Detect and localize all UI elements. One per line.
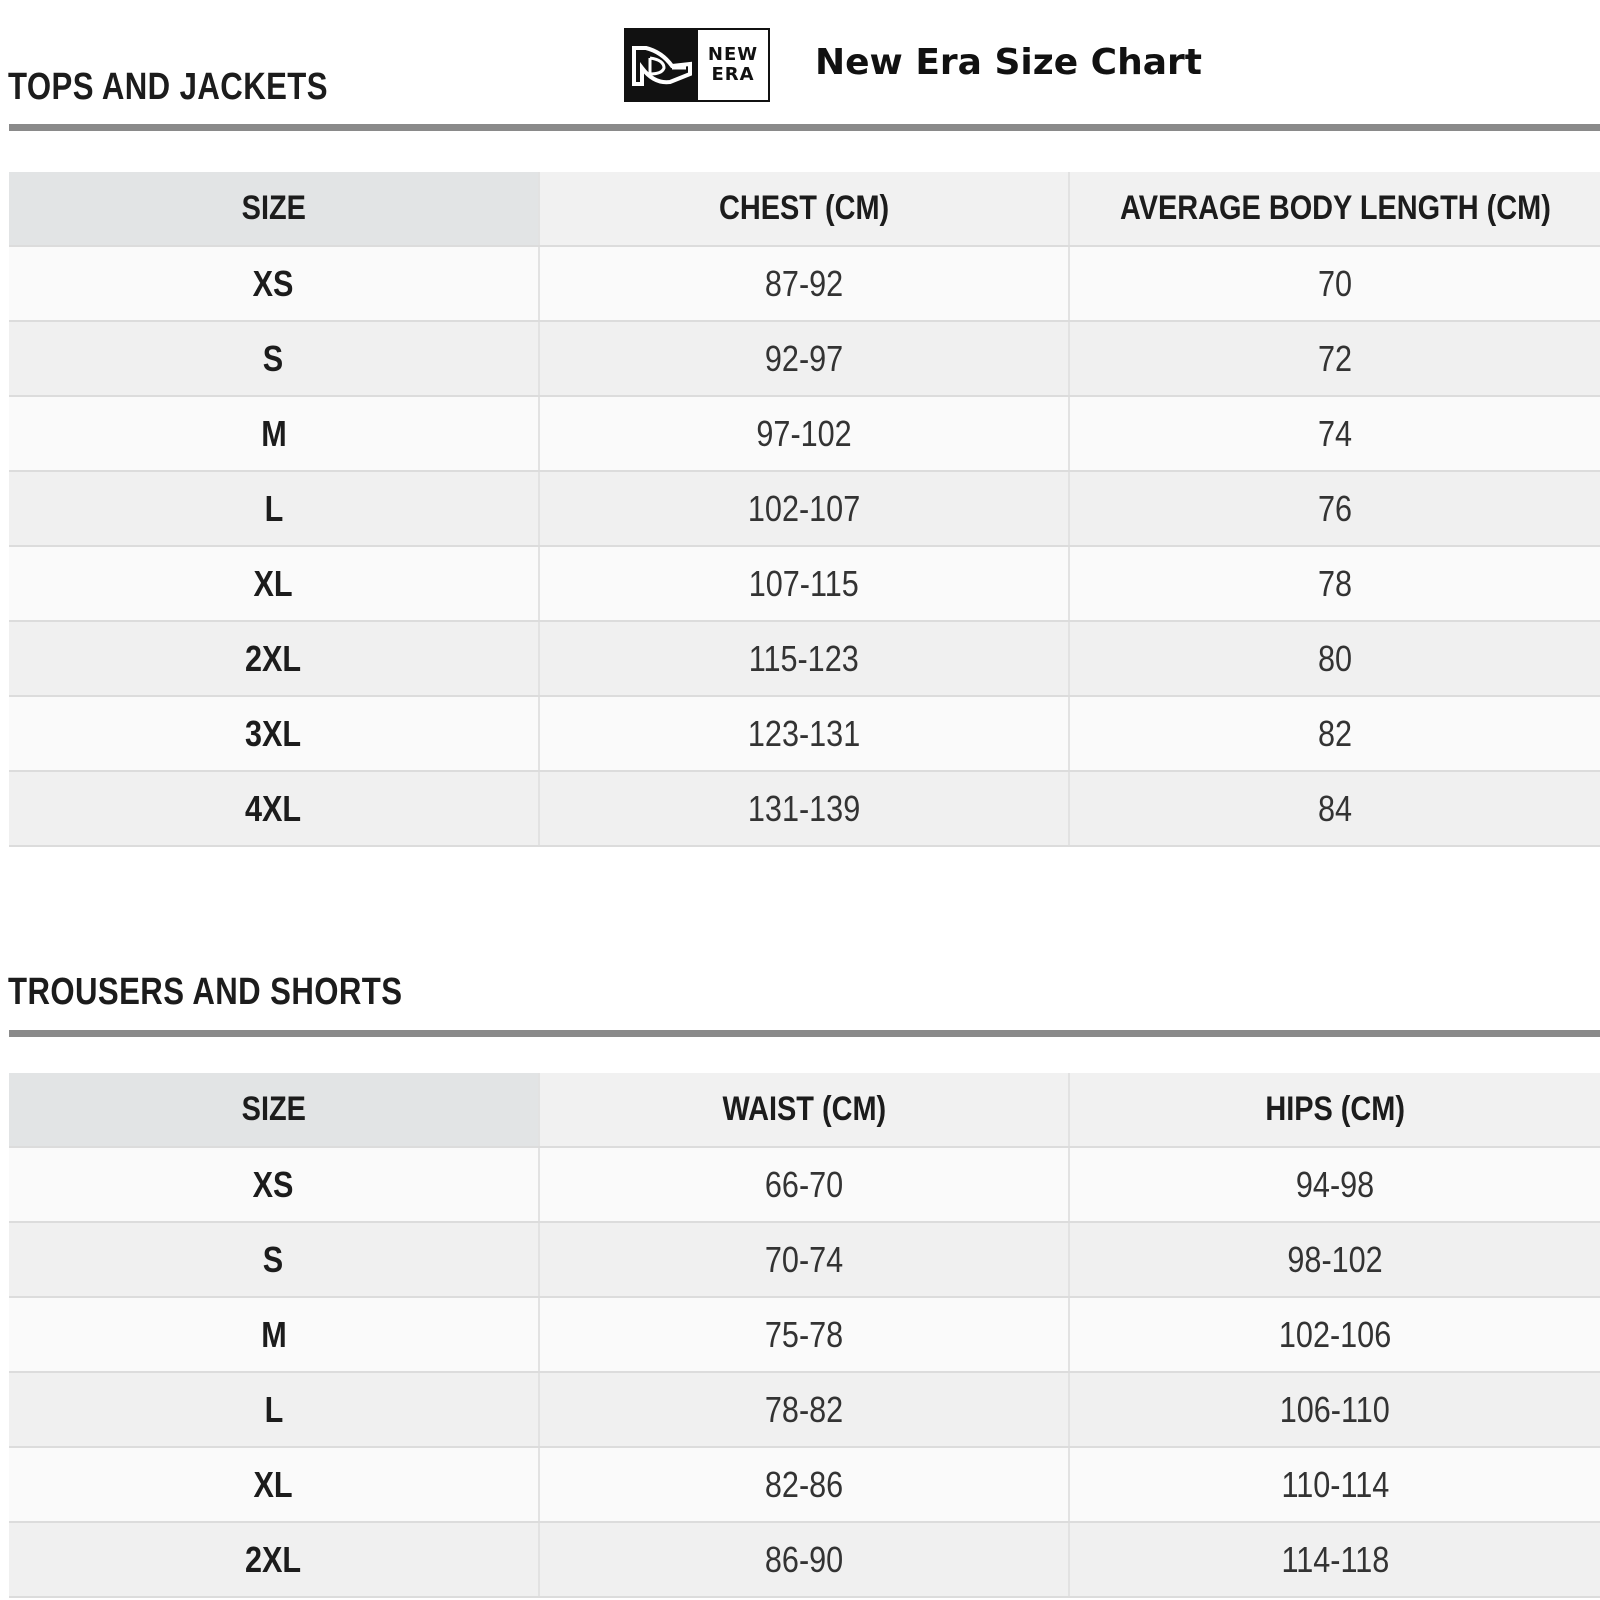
body-length-cell: 84 <box>1069 771 1600 846</box>
hips-cell: 94-98 <box>1069 1147 1600 1222</box>
table-header-row <box>9 172 1600 246</box>
table-row <box>9 471 1600 546</box>
waist-cell: 66-70 <box>539 1147 1069 1222</box>
size-cell: XS <box>9 1147 539 1222</box>
size-cell: S <box>9 321 539 396</box>
tops-size-table <box>9 172 1600 847</box>
logo-line-1: NEW <box>707 44 759 65</box>
size-cell: 2XL <box>9 621 539 696</box>
chest-cell: 123-131 <box>539 696 1069 771</box>
table-row <box>9 621 1600 696</box>
section-title-bottoms: TROUSERS AND SHORTS <box>8 971 403 1013</box>
table-row <box>9 246 1600 321</box>
logo-wordmark <box>698 30 768 100</box>
chest-cell: 102-107 <box>539 471 1069 546</box>
hips-cell: 102-106 <box>1069 1297 1600 1372</box>
chest-cell: 92-97 <box>539 321 1069 396</box>
size-cell: XS <box>9 246 539 321</box>
table-row <box>9 1447 1600 1522</box>
size-cell: S <box>9 1222 539 1297</box>
table-row <box>9 696 1600 771</box>
table-row <box>9 1372 1600 1447</box>
size-cell: L <box>9 1372 539 1447</box>
body-length-cell: 82 <box>1069 696 1600 771</box>
hips-cell: 106-110 <box>1069 1372 1600 1447</box>
body-length-cell: 72 <box>1069 321 1600 396</box>
hips-cell: 114-118 <box>1069 1522 1600 1597</box>
table-header-row <box>9 1073 1600 1147</box>
section-title-tops: TOPS AND JACKETS <box>8 66 328 108</box>
size-cell: XL <box>9 1447 539 1522</box>
body-length-cell: 70 <box>1069 246 1600 321</box>
table-row <box>9 1222 1600 1297</box>
chest-cell: 115-123 <box>539 621 1069 696</box>
size-cell: 4XL <box>9 771 539 846</box>
column-header-size: SIZE <box>9 172 539 246</box>
table-row <box>9 396 1600 471</box>
table-row <box>9 546 1600 621</box>
chest-cell: 107-115 <box>539 546 1069 621</box>
column-header-chest: CHEST (CM) <box>539 172 1069 246</box>
hips-cell: 98-102 <box>1069 1222 1600 1297</box>
column-header-hips: HIPS (CM) <box>1069 1073 1600 1147</box>
table-row <box>9 1297 1600 1372</box>
body-length-cell: 78 <box>1069 546 1600 621</box>
waist-cell: 86-90 <box>539 1522 1069 1597</box>
waist-cell: 82-86 <box>539 1447 1069 1522</box>
column-header-waist: WAIST (CM) <box>539 1073 1069 1147</box>
flag-icon <box>626 30 698 100</box>
chest-cell: 131-139 <box>539 771 1069 846</box>
bottoms-size-table <box>9 1073 1600 1598</box>
size-cell: 2XL <box>9 1522 539 1597</box>
waist-cell: 70-74 <box>539 1222 1069 1297</box>
size-cell: M <box>9 1297 539 1372</box>
body-length-cell: 80 <box>1069 621 1600 696</box>
new-era-logo <box>624 28 770 102</box>
header <box>0 0 1600 130</box>
size-cell: M <box>9 396 539 471</box>
waist-cell: 78-82 <box>539 1372 1069 1447</box>
size-cell: XL <box>9 546 539 621</box>
size-cell: L <box>9 471 539 546</box>
table-row <box>9 321 1600 396</box>
chest-cell: 97-102 <box>539 396 1069 471</box>
chest-cell: 87-92 <box>539 246 1069 321</box>
body-length-cell: 74 <box>1069 396 1600 471</box>
table-row <box>9 771 1600 846</box>
table-row <box>9 1147 1600 1222</box>
column-header-size: SIZE <box>9 1073 539 1147</box>
body-length-cell: 76 <box>1069 471 1600 546</box>
waist-cell: 75-78 <box>539 1297 1069 1372</box>
hips-cell: 110-114 <box>1069 1447 1600 1522</box>
table-row <box>9 1522 1600 1597</box>
page-title: New Era Size Chart <box>815 42 1202 83</box>
size-cell: 3XL <box>9 696 539 771</box>
section-divider <box>9 1030 1600 1037</box>
column-header-body-length: AVERAGE BODY LENGTH (CM) <box>1069 172 1600 246</box>
section-divider <box>9 124 1600 131</box>
logo-line-2: ERA <box>711 64 755 85</box>
